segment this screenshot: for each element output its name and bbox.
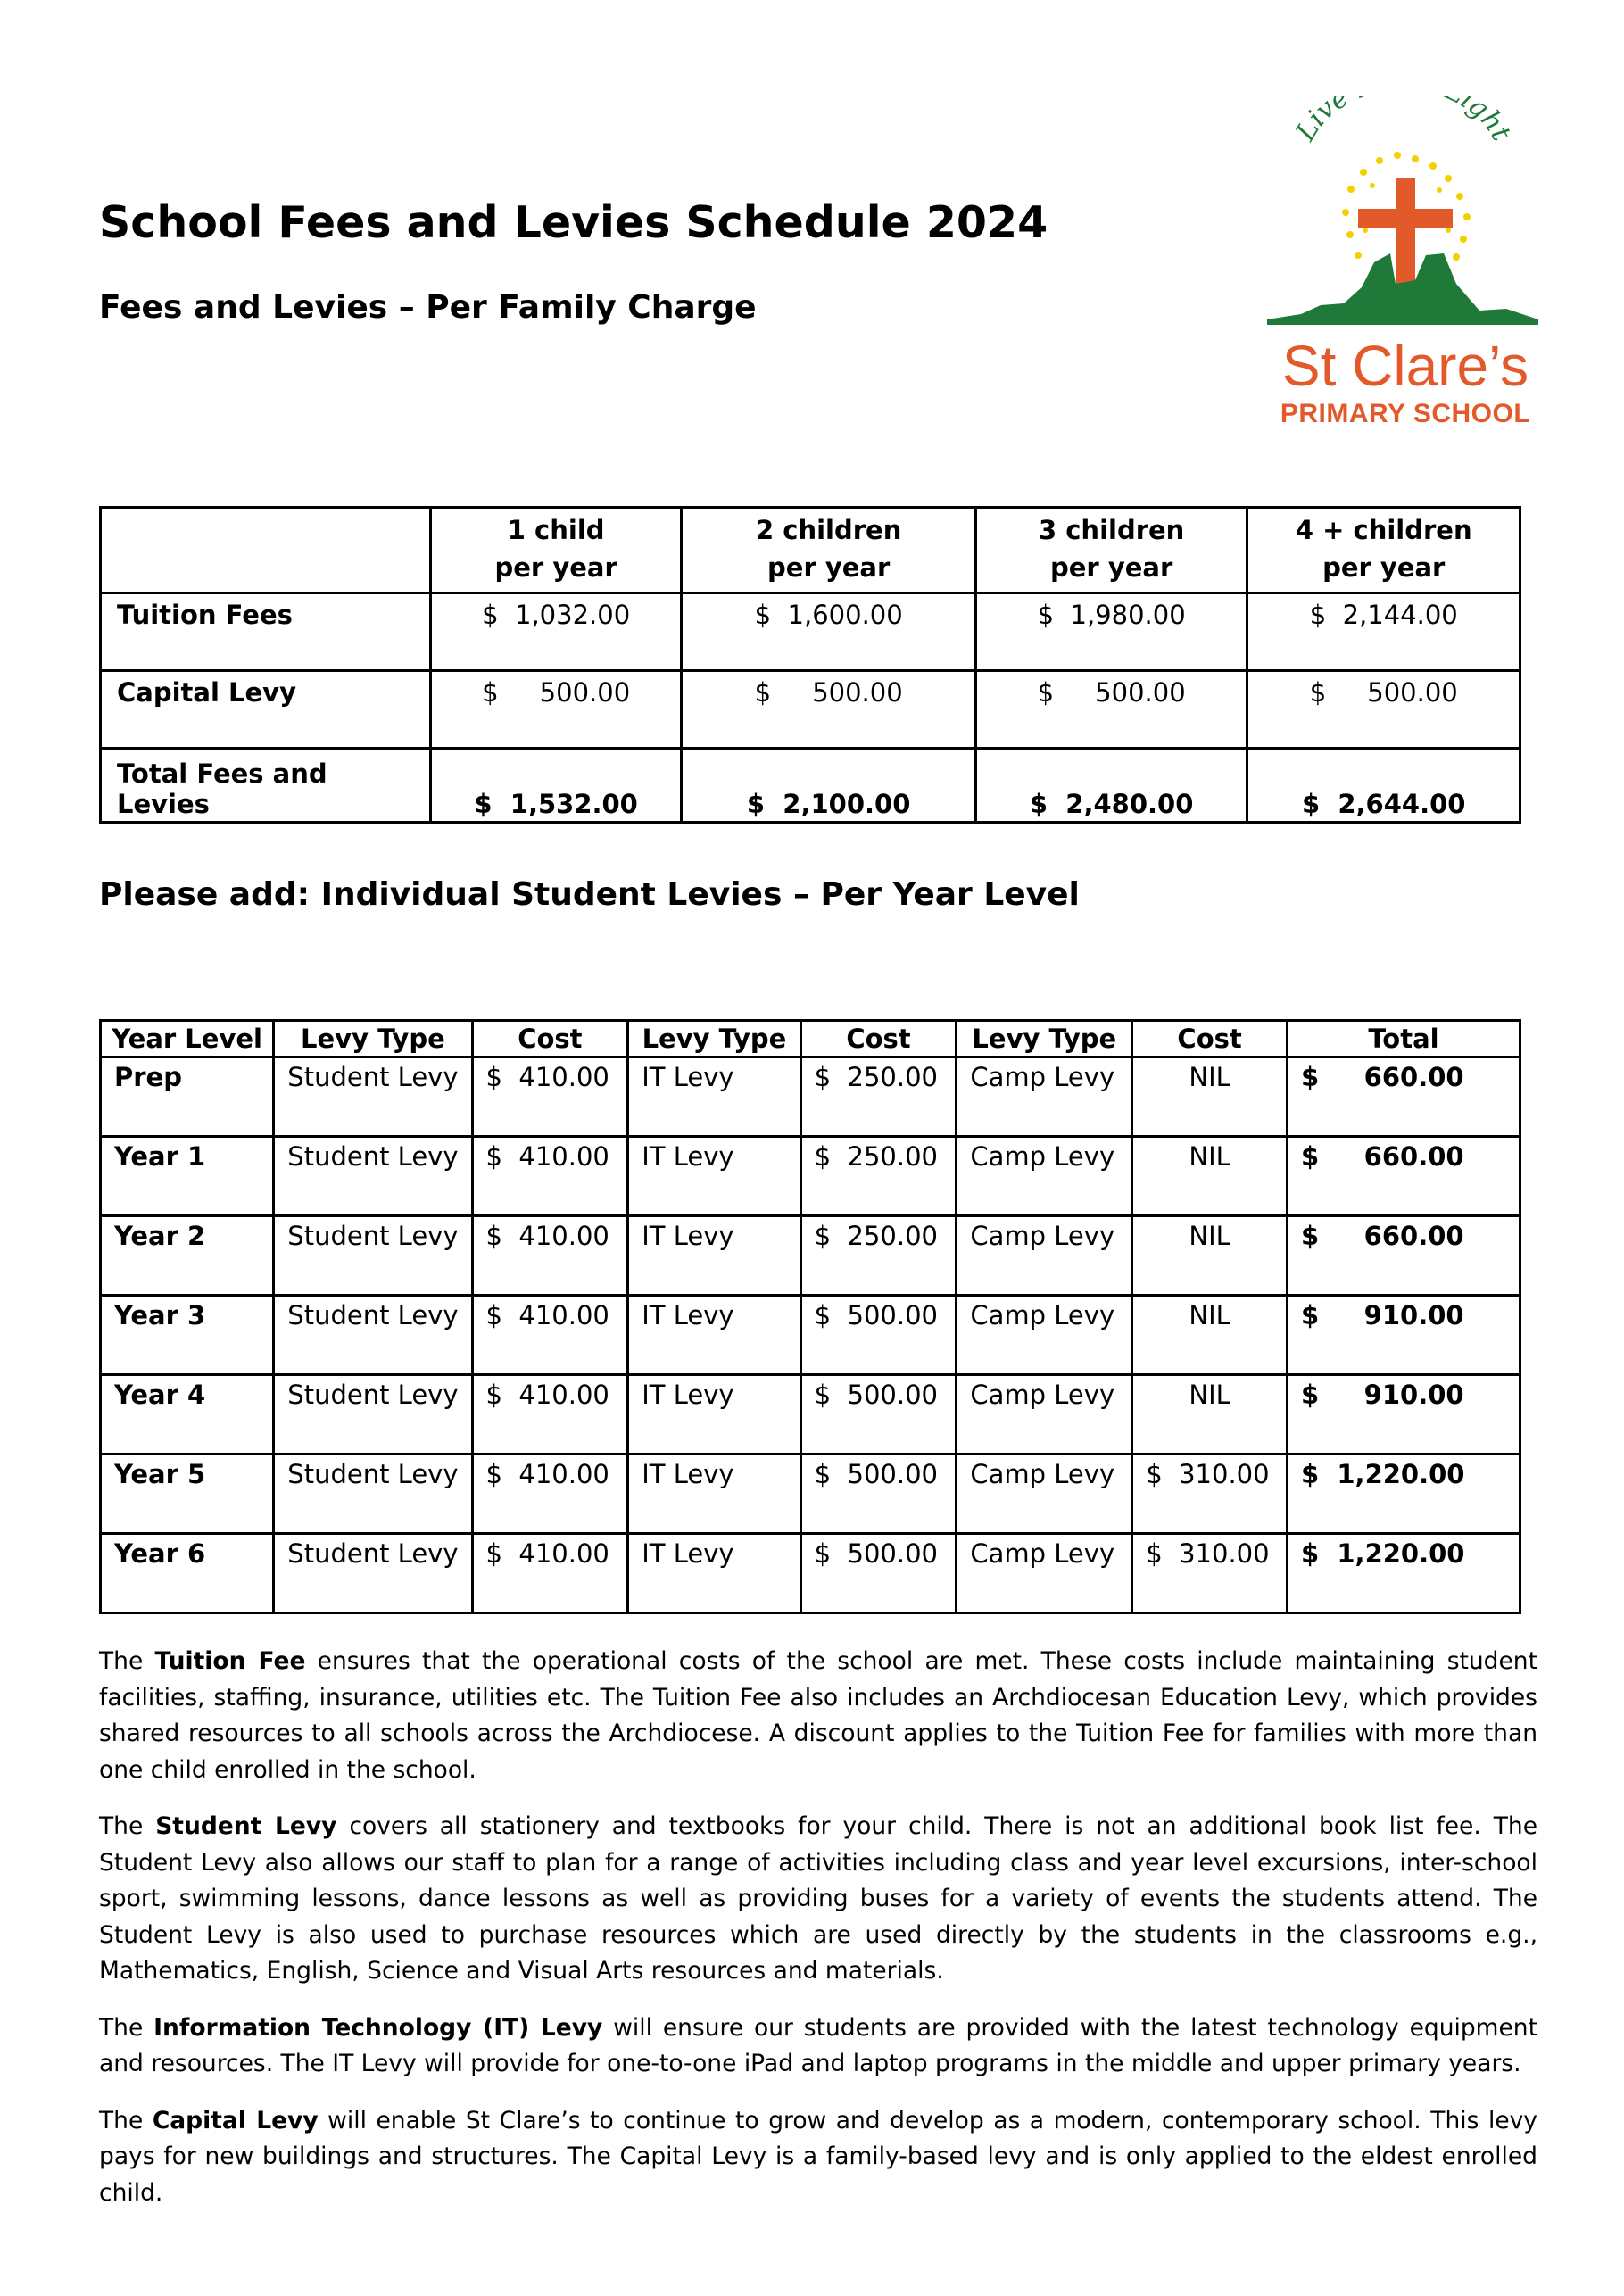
table-header-cell: Levy Type bbox=[957, 1021, 1132, 1057]
table-header-cell: Cost bbox=[472, 1021, 628, 1057]
table-row bbox=[101, 1375, 1520, 1455]
table-row bbox=[101, 1534, 1520, 1613]
table-header-row bbox=[101, 1021, 1520, 1057]
table-cell: Camp Levy bbox=[957, 1455, 1132, 1534]
table-cell: NIL bbox=[1132, 1375, 1288, 1455]
table-cell: $ 500.00 bbox=[800, 1375, 957, 1455]
table-cell: Student Levy bbox=[274, 1137, 472, 1216]
table-header-cell: Cost bbox=[1132, 1021, 1288, 1057]
table-header-cell: 2 children per year bbox=[682, 508, 975, 593]
table-cell: $ 2,144.00 bbox=[1247, 593, 1520, 671]
table-cell: $ 410.00 bbox=[472, 1375, 628, 1455]
table-cell: NIL bbox=[1132, 1216, 1288, 1296]
table-cell: Camp Levy bbox=[957, 1375, 1132, 1455]
table-cell: $ 1,600.00 bbox=[682, 593, 975, 671]
table-cell: $ 310.00 bbox=[1132, 1534, 1288, 1613]
logo-school-name: St Clare’s bbox=[1281, 334, 1529, 398]
table-cell: IT Levy bbox=[628, 1057, 800, 1137]
family-fees-table bbox=[99, 506, 1521, 824]
year-level-cell: Year 5 bbox=[101, 1455, 274, 1534]
table-cell: Student Levy bbox=[274, 1057, 472, 1137]
table-cell: $ 500.00 bbox=[1247, 671, 1520, 749]
table-cell: $ 250.00 bbox=[800, 1057, 957, 1137]
table-row bbox=[101, 1137, 1520, 1216]
table-cell: $ 410.00 bbox=[472, 1296, 628, 1375]
table-cell: Camp Levy bbox=[957, 1216, 1132, 1296]
table-row bbox=[101, 593, 1520, 671]
table-row bbox=[101, 1455, 1520, 1534]
table-cell: Camp Levy bbox=[957, 1296, 1132, 1375]
table-header-cell: 3 children per year bbox=[975, 508, 1247, 593]
table-cell: $ 410.00 bbox=[472, 1455, 628, 1534]
table-cell: $ 500.00 bbox=[800, 1534, 957, 1613]
table-cell: $ 500.00 bbox=[430, 671, 682, 749]
table-cell: $ 500.00 bbox=[800, 1455, 957, 1534]
table-row bbox=[101, 671, 1520, 749]
table-cell: $ 1,980.00 bbox=[975, 593, 1247, 671]
table-total-row bbox=[101, 749, 1520, 823]
table-header-cell: Total bbox=[1288, 1021, 1520, 1057]
table-cell: Student Levy bbox=[274, 1534, 472, 1613]
table-cell: $ 1,532.00 bbox=[430, 749, 682, 823]
table-cell: IT Levy bbox=[628, 1216, 800, 1296]
table-cell: $ 2,644.00 bbox=[1247, 749, 1520, 823]
page-title: School Fees and Levies Schedule 2024 bbox=[99, 197, 1048, 248]
section-title-student: Please add: Individual Student Levies – Per Year Level bbox=[99, 876, 1080, 913]
total-cell: $ 910.00 bbox=[1288, 1375, 1520, 1455]
year-level-cell: Year 3 bbox=[101, 1296, 274, 1375]
table-cell: IT Levy bbox=[628, 1534, 800, 1613]
table-header-cell: 4 + children per year bbox=[1247, 508, 1520, 593]
year-level-cell: Year 2 bbox=[101, 1216, 274, 1296]
table-cell: $ 500.00 bbox=[975, 671, 1247, 749]
total-cell: $ 1,220.00 bbox=[1288, 1455, 1520, 1534]
table-cell: $ 500.00 bbox=[800, 1296, 957, 1375]
svg-text:Live in the Light: Live ight bbox=[1289, 96, 1517, 146]
year-level-cell: Year 6 bbox=[101, 1534, 274, 1613]
paragraph-it-levy: The Information Technology (IT) Levy will ensure our students are provided with the latest technology equipment and resources. The IT Levy will provide for one-to-one iPad and laptop programs in the middle and upper primary years. bbox=[99, 2013, 1537, 2077]
logo-emblem-icon bbox=[1265, 96, 1540, 328]
total-cell: $ 910.00 bbox=[1288, 1296, 1520, 1375]
row-label: Capital Levy bbox=[101, 671, 431, 749]
table-cell: IT Levy bbox=[628, 1296, 800, 1375]
table-cell: $ 250.00 bbox=[800, 1137, 957, 1216]
table-cell: NIL bbox=[1132, 1296, 1288, 1375]
table-cell: Student Levy bbox=[274, 1296, 472, 1375]
year-level-cell: Year 4 bbox=[101, 1375, 274, 1455]
table-cell: Student Levy bbox=[274, 1455, 472, 1534]
logo-school-subtitle: PRIMARY SCHOOL bbox=[1280, 399, 1531, 428]
student-levies-table bbox=[99, 1019, 1521, 1614]
row-label: Tuition Fees bbox=[101, 593, 431, 671]
paragraph-student-levy: The Student Levy covers all stationery and textbooks for your child. There is not an additional book list fee. The Student Levy also allows our staff to plan for a range of activities including class and year level excursions, inter-school sport, swimming lessons, dance lessons as well as providing buses for a variety of events the students attend. The Student Levy is also used to purchase resources which are used directly by the students in the classrooms e.g., Mathematics, English, Science and Visual Arts resources and materials. bbox=[99, 1812, 1537, 1985]
table-cell: $ 500.00 bbox=[682, 671, 975, 749]
year-level-cell: Prep bbox=[101, 1057, 274, 1137]
table-header-cell: Levy Type bbox=[274, 1021, 472, 1057]
table-cell: Camp Levy bbox=[957, 1137, 1132, 1216]
section-title-family: Fees and Levies – Per Family Charge bbox=[99, 289, 757, 326]
table-cell: $ 2,480.00 bbox=[975, 749, 1247, 823]
table-header-cell: Levy Type bbox=[628, 1021, 800, 1057]
table-cell: $ 410.00 bbox=[472, 1137, 628, 1216]
paragraph-tuition-fee: The Tuition Fee ensures that the operational costs of the school are met. These costs include maintaining student facilities, staffing, insurance, utilities etc. The Tuition Fee also includes an Archdiocesan Education Levy, which provides shared resources to all schools across the Archdiocese. A discount applies to the Tuition Fee for families with more than one child enrolled in the school. bbox=[99, 1647, 1537, 1784]
table-cell: Student Levy bbox=[274, 1375, 472, 1455]
table-cell: Camp Levy bbox=[957, 1057, 1132, 1137]
table-cell: IT Levy bbox=[628, 1455, 800, 1534]
table-cell: $ 250.00 bbox=[800, 1216, 957, 1296]
table-cell: NIL bbox=[1132, 1137, 1288, 1216]
year-level-cell: Year 1 bbox=[101, 1137, 274, 1216]
table-cell: $ 410.00 bbox=[472, 1057, 628, 1137]
table-header-cell: 1 child per year bbox=[430, 508, 682, 593]
total-cell: $ 1,220.00 bbox=[1288, 1534, 1520, 1613]
table-row bbox=[101, 1057, 1520, 1137]
table-cell: $ 310.00 bbox=[1132, 1455, 1288, 1534]
total-cell: $ 660.00 bbox=[1288, 1137, 1520, 1216]
paragraph-capital-levy: The Capital Levy will enable St Clare’s to continue to grow and develop as a modern, contemporary school. This levy pays for new buildings and structures. The Capital Levy is a family-based levy and is only applied to the eldest enrolled child. bbox=[99, 2106, 1537, 2207]
fee-descriptions bbox=[99, 1644, 1537, 2232]
row-label: Total Fees and Levies bbox=[101, 749, 431, 823]
table-cell: Camp Levy bbox=[957, 1534, 1132, 1613]
table-cell: IT Levy bbox=[628, 1137, 800, 1216]
table-header-cell: Cost bbox=[800, 1021, 957, 1057]
table-cell: NIL bbox=[1132, 1057, 1288, 1137]
table-cell: Student Levy bbox=[274, 1216, 472, 1296]
total-cell: $ 660.00 bbox=[1288, 1057, 1520, 1137]
table-header-row bbox=[101, 508, 1520, 593]
table-cell: $ 410.00 bbox=[472, 1216, 628, 1296]
total-cell: $ 660.00 bbox=[1288, 1216, 1520, 1296]
table-row bbox=[101, 1216, 1520, 1296]
table-cell: $ 410.00 bbox=[472, 1534, 628, 1613]
table-header-cell bbox=[101, 508, 431, 593]
table-cell: IT Levy bbox=[628, 1375, 800, 1455]
table-cell: $ 1,032.00 bbox=[430, 593, 682, 671]
table-cell: $ 2,100.00 bbox=[682, 749, 975, 823]
table-header-cell: Year Level bbox=[101, 1021, 274, 1057]
table-row bbox=[101, 1296, 1520, 1375]
